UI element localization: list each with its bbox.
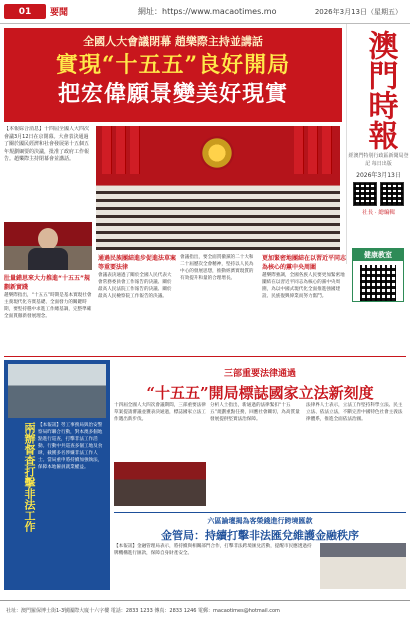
flag-icon xyxy=(130,126,140,174)
article-column xyxy=(98,254,176,354)
qr-row xyxy=(347,182,410,206)
flag-icon xyxy=(308,126,318,174)
masthead-tags: 社長 · 總編輯 xyxy=(362,210,395,216)
speaker-body xyxy=(28,248,68,270)
qr-code-icon[interactable] xyxy=(380,182,404,206)
health-class-box[interactable] xyxy=(352,248,404,302)
column-text: 會議表決通過了關於全國人民代表大會常務委員會工作報告的決議、關於最高人民法院工作報告的決議、關於最高人民檢察院工作報告的決議。 xyxy=(98,273,172,299)
flag-icon xyxy=(116,126,126,174)
qr-code-icon[interactable] xyxy=(360,265,396,301)
inspection-photo xyxy=(8,364,106,418)
article-column xyxy=(262,254,346,354)
health-class-title: 健康教室 xyxy=(353,249,403,261)
speaker-head xyxy=(38,228,58,250)
masthead-title: 澳門時報 xyxy=(362,30,398,150)
column-subhead: 肚量錯思來大力推進“十五五”規劃新實踐 xyxy=(4,275,90,291)
congress-hall-photo xyxy=(96,126,340,250)
article-kicker: 六區論壇揭為客榮錢進行跨境匯款 xyxy=(207,517,313,525)
finance-photo xyxy=(320,543,406,589)
flag-icon xyxy=(102,126,112,174)
column-text: 趙樂際強調，全國各族人民要更加緊密地團結在以習近平同志為核心的黨中央周圍，為以中國式現代化全面推進強國建設、民族復興偉業而努力奮鬥。 xyxy=(262,273,345,299)
article-text: 分析人士指出，新通過的法律緊扣“十五五”規劃重點任務，回應社會關切，為高質量發展提供堅實法治保障。 xyxy=(210,403,300,422)
article-column xyxy=(4,274,92,354)
article-kicker: 三部重要法律通過 xyxy=(223,369,296,379)
issue-date: 2026年3月13日（星期五） xyxy=(314,7,402,16)
article-text: 【本報訊】金融管理局表示，將持續與相關部門合作，打擊非法跨境匯兌活動，提醒市民應透過持牌機構進行匯款，保障自身財產安全。 xyxy=(114,544,312,556)
site-url[interactable]: 網址：https://www.macaotimes.mo xyxy=(138,7,277,16)
speaker-photo xyxy=(4,222,92,270)
section-divider xyxy=(4,356,406,357)
column-text: 趙樂際指出，“十五五”時期是基本實現社會主義現代化夯實基礎、全面發力的關鍵時期，要堅持穩中求進工作總基調，完整準確全面貫徹新發展理念。 xyxy=(4,293,92,319)
qr-code-icon[interactable] xyxy=(353,182,377,206)
flag-icon xyxy=(322,126,332,174)
headline-block xyxy=(4,28,342,122)
masthead-date: 2026年3月13日 xyxy=(356,172,401,179)
legislation-article xyxy=(114,360,406,510)
column-subhead: 通過民族團結進步促進法草案等重要法律 xyxy=(98,255,176,271)
page-footer: 社址：澳門羅保博士街1-3號國際大廈十六字樓 電話：2833 1233 傳真：2833 1246 電郵：macaotimes@hotmail.com xyxy=(0,600,410,620)
page-number-badge: 01 xyxy=(4,4,46,19)
top-bar xyxy=(0,0,410,24)
flag-icon xyxy=(294,126,304,174)
column-subhead: 更加緊密地團結在以習近平同志為核心的黨中央周圍 xyxy=(262,255,346,271)
article-headline: 金管局：持續打擊非法匯兌維護金融秩序 xyxy=(161,529,359,542)
article-headline: “十五五”開局標誌國家立法新刻度 xyxy=(146,384,374,402)
labour-inspection-panel xyxy=(4,360,110,590)
national-emblem-icon xyxy=(200,136,234,170)
finance-article xyxy=(114,512,406,590)
headline-line-1: 實現“十五五”良好開局 xyxy=(55,52,291,78)
article-text: 法律界人士表示，立法工作堅持科學立法、民主立法、依法立法，不斷完善中國特色社會主義法律體系，推進全面依法治國。 xyxy=(306,403,403,422)
article-text: 十四屆全國人大四次會議期間，三部重要法律草案提請審議並獲表決通過，標誌國家立法工作邁出新步伐。 xyxy=(114,403,206,422)
seated-delegates xyxy=(96,186,340,250)
masthead-subtitle: 經澳門特別行政區新聞局登記 每日出版 xyxy=(348,153,409,167)
panel-text: 【本報訊】勞工事務局與治安警察局昨聯合行動，對本澳多個地點進行巡查，打擊非法工作活動。行動中共巡查多個工地及食肆，截獲多名涉嫌非法工作人士。當局重申將持續加強執法，保障本地僱員就業權益。 xyxy=(38,423,103,470)
lead-paragraph: 【本報綜合消息】十四屆全國人大四次會議3月12日在京閉幕。大會表決通過了關於國民經濟和社會發展第十五個五年規劃綱要的決議，批准了政府工作報告。趙樂際主持閉幕會並講話。 xyxy=(4,126,90,162)
column-text: 會議指出，要全面貫徹黨的二十大和二十屆歷次全會精神，堅持以人民為中心的發展思想，推動經濟實現質的有效提升和量的合理增長。 xyxy=(180,255,254,281)
headline-kicker: 全國人大會議閉幕 趙樂際主持並講話 xyxy=(83,35,263,48)
assembly-hall-photo xyxy=(114,462,206,506)
article-column xyxy=(180,254,258,354)
masthead xyxy=(346,24,410,264)
section-name: 要聞 xyxy=(50,8,69,18)
headline-line-2: 把宏偉願景變美好現實 xyxy=(57,81,288,107)
panel-vertical-headline: 兩辦督查打擊非法工作 xyxy=(23,422,36,532)
